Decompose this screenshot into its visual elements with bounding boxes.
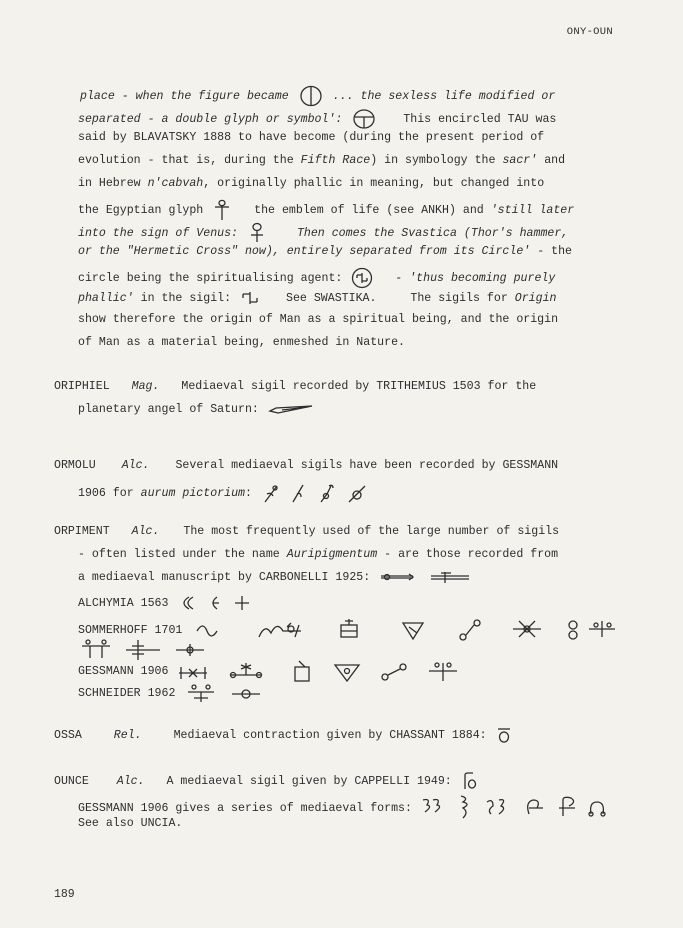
- text: Then comes the Svastica (Thor's hammer,: [296, 227, 569, 241]
- page-number: 189: [54, 888, 75, 901]
- text: planetary angel of Saturn:: [78, 403, 259, 417]
- entry-ormolu: [54, 459, 558, 473]
- entry-ormolu-line-2: [78, 482, 375, 504]
- entry-term: ORMOLU: [54, 459, 96, 472]
- text: a mediaeval manuscript by CARBONELLI 1925:: [78, 571, 371, 585]
- text: in Hebrew: [78, 177, 141, 190]
- entry-term: OSSA: [54, 729, 82, 743]
- intro-line-1: [80, 85, 555, 107]
- text: Mediaeval contraction given by CHASSANT 1884:: [173, 729, 487, 743]
- text: place - when the figure became: [80, 90, 289, 104]
- intro-line-3: said by BLAVATSKY 1888 to have become (during the present period of: [78, 131, 545, 144]
- text: GESSMANN 1906: [78, 665, 169, 679]
- text: Auripigmentum: [286, 548, 378, 561]
- text: SCHNEIDER 1962: [78, 687, 176, 701]
- running-head: ONY-OUN: [566, 26, 613, 38]
- entry-orpiment-gessmann: [78, 659, 549, 683]
- text: - 'thus becoming purely: [395, 272, 556, 286]
- text: evolution - that is, during the: [78, 154, 294, 167]
- text: Fifth Race: [300, 154, 371, 167]
- entry-oriphiel-line-2: [78, 402, 316, 417]
- intro-line-6: [78, 199, 574, 221]
- ounce-cappelli-sigil-icon: [461, 771, 479, 791]
- intro-line-11: show therefore the origin of Man as a spiritual being, and the origin: [78, 313, 559, 326]
- text: - often listed under the name: [78, 548, 280, 561]
- entry-category: Alc.: [121, 459, 150, 472]
- text: the emblem of life (see ANKH) and: [254, 204, 484, 218]
- venus-sigil-icon: [247, 222, 267, 244]
- intro-line-8: [78, 245, 572, 259]
- text: separated - a double glyph or symbol':: [78, 113, 343, 127]
- text: This encircled TAU was: [403, 113, 557, 127]
- text: aurum pictorium: [140, 487, 246, 501]
- encircled-svastica-sigil-icon: [351, 267, 373, 289]
- gessmann-orpiment-sigils-icon: [177, 659, 547, 683]
- text: :: [245, 487, 252, 501]
- text: circle being the spiritualising agent:: [78, 272, 343, 286]
- intro-line-10: [78, 290, 557, 306]
- text: into the sign of Venus:: [78, 227, 239, 241]
- svastica-sigil-icon: [240, 290, 260, 306]
- text: and: [544, 154, 566, 167]
- entry-ossa: [54, 726, 514, 744]
- text: phallic': [78, 292, 134, 306]
- text: , originally phallic in meaning, but changed into: [203, 177, 545, 190]
- text: the Egyptian glyph: [78, 204, 204, 218]
- text: Several mediaeval sigils have been recorded by GESSMANN: [175, 459, 559, 472]
- text: 'still later: [490, 204, 575, 218]
- entry-orpiment: [54, 525, 559, 539]
- text: n'cabvah: [147, 177, 204, 190]
- entry-orpiment-alchymia: [78, 594, 255, 612]
- text: in the sigil:: [140, 292, 232, 306]
- text: SOMMERHOFF 1701: [78, 624, 183, 638]
- intro-line-2: [78, 108, 556, 130]
- intro-line-4: [78, 154, 565, 168]
- text: ) in symbology the: [370, 154, 496, 167]
- encircled-tau-sigil-icon: [351, 108, 377, 130]
- ossa-contraction-sigil-icon: [496, 726, 512, 744]
- aurum-pictorium-sigils-icon: [261, 482, 373, 504]
- entry-category: Rel.: [113, 729, 142, 743]
- entry-oriphiel: [54, 380, 536, 394]
- text: ALCHYMIA 1563: [78, 597, 169, 611]
- sommerhoff-sigils-icon: [191, 617, 621, 643]
- entry-category: Mag.: [131, 380, 160, 393]
- alchymia-sigils-icon: [177, 594, 253, 612]
- entry-orpiment-line-2: [78, 548, 558, 562]
- entry-term: OUNCE: [54, 775, 89, 789]
- text: The sigils for: [410, 292, 508, 306]
- entry-orpiment-line-3: [78, 570, 477, 585]
- text: sacr': [502, 154, 538, 167]
- entry-term: ORIPHIEL: [54, 380, 110, 393]
- text: - the: [537, 245, 572, 258]
- schneider-sigils-icon: [184, 682, 264, 704]
- text: Origin: [514, 292, 557, 306]
- entry-category: Alc.: [116, 775, 145, 789]
- text: - are those recorded from: [384, 548, 559, 561]
- text: GESSMANN 1906 gives a series of mediaeval forms:: [78, 802, 412, 816]
- text: The most frequently used of the large number of sigils: [183, 525, 560, 538]
- entry-ounce-see-also: See also UNCIA.: [78, 817, 183, 830]
- text: See SWASTIKA.: [286, 292, 377, 306]
- text: or the "Hermetic Cross" now), entirely separated from its Circle': [78, 245, 531, 258]
- egyptian-tau-cross-sigil-icon: [212, 199, 232, 221]
- entry-category: Alc.: [131, 525, 160, 538]
- saturn-angel-sigil-icon: [268, 402, 314, 416]
- entry-term: ORPIMENT: [54, 525, 110, 538]
- intro-line-7: [78, 222, 568, 244]
- entry-orpiment-schneider: [78, 682, 266, 704]
- intro-line-5: [78, 177, 544, 191]
- carbonelli-sigils-icon: [379, 570, 475, 584]
- text: 1906 for: [78, 487, 134, 501]
- intro-line-12: of Man as a material being, enmeshed in Nature.: [78, 336, 405, 349]
- text: ... the sexless life modified or: [332, 90, 556, 104]
- circle-divided-sigil-icon: [298, 85, 324, 107]
- entry-ounce: [54, 771, 481, 791]
- text: Mediaeval sigil recorded by TRITHEMIUS 1503 for the: [181, 380, 537, 393]
- intro-line-9: [78, 267, 555, 289]
- text: A mediaeval sigil given by CAPPELLI 1949:: [166, 775, 452, 789]
- gessmann-ounce-forms-icon: [421, 794, 611, 822]
